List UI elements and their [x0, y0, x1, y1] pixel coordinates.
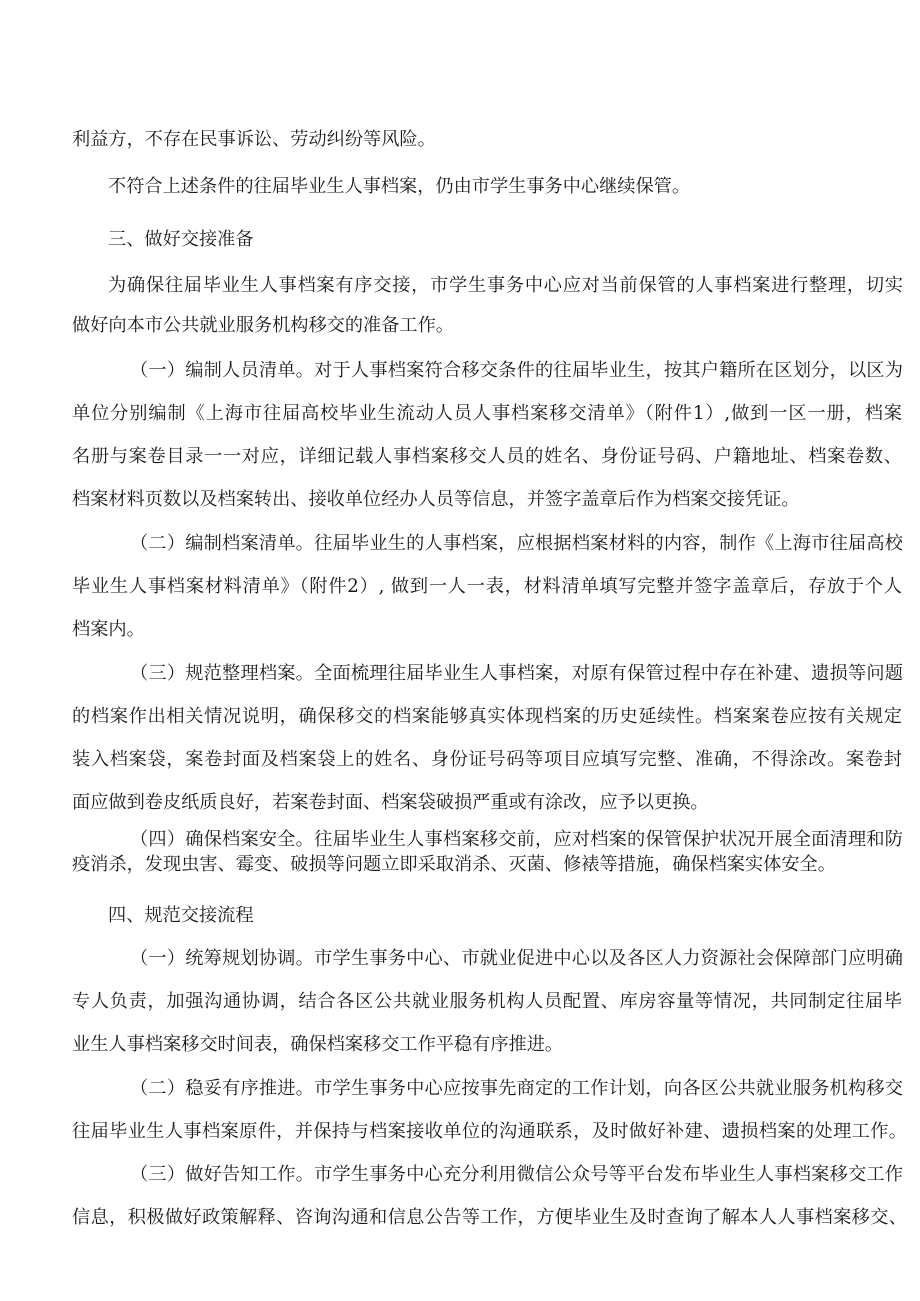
text-line: 装入档案袋，案卷封面及档案袋上的姓名、身份证号码等项目应填写完整、准确，不得涂改。案卷封	[72, 749, 902, 770]
text-line: 利益方，不存在民事诉讼、劳动纠纷等风险。	[72, 129, 436, 150]
text-line: 毕业生人事档案材料清单》（附件2）, 做到一人一表，材料清单填写完整并签字盖章后，存放于个人	[72, 576, 902, 597]
section-heading: 三、做好交接准备	[108, 229, 254, 250]
text-line: 单位分别编制《上海市往届高校毕业生流动人员人事档案移交清单》（附件1）,做到一区一册，档案	[72, 403, 902, 424]
text-line: 档案材料页数以及档案转出、接收单位经办人员等信息，并签字盖章后作为档案交接凭证。	[72, 489, 800, 510]
text-line: 往届毕业生人事档案原件，并保持与档案接收单位的沟通联系，及时做好补建、遗损档案的处理工作。	[72, 1121, 907, 1142]
text-line: 信息，积极做好政策解释、咨询沟通和信息公告等工作，方便毕业生及时查询了解本人人事档案移交、	[72, 1207, 907, 1228]
text-line: （一）统筹规划协调。市学生事务中心、市就业促进中心以及各区人力资源社会保障部门应明确	[130, 948, 903, 969]
text-line: 做好向本市公共就业服务机构移交的准备工作。	[72, 315, 454, 336]
text-line: （二）编制档案清单。往届毕业生的人事档案，应根据档案材料的内容，制作《上海市往届高校	[130, 533, 903, 554]
text-line: （一）编制人员清单。对于人事档案符合移交条件的往届毕业生，按其户籍所在区划分，以区为	[130, 360, 903, 381]
text-line: 业生人事档案移交时间表，确保档案移交工作平稳有序推进。	[72, 1034, 564, 1055]
text-line: （四）确保档案安全。往届毕业生人事档案移交前，应对档案的保管保护状况开展全面清理和防	[130, 829, 903, 850]
text-line: 的档案作出相关情况说明，确保移交的档案能够真实体现档案的历史延续性。档案案卷应按有关规定	[72, 706, 902, 727]
section-heading: 四、规范交接流程	[108, 905, 254, 926]
text-line: 疫消杀，发现虫害、霉变、破损等问题立即采取消杀、灭菌、修裱等措施，确保档案实体安全。	[72, 854, 836, 875]
text-line: 专人负责，加强沟通协调，结合各区公共就业服务机构人员配置、库房容量等情况，共同制定往届毕	[72, 991, 902, 1012]
text-line: 不符合上述条件的往届毕业生人事档案，仍由市学生事务中心继续保管。	[108, 176, 691, 197]
text-line: （二）稳妥有序推进。市学生事务中心应按事先商定的工作计划，向各区公共就业服务机构移交	[130, 1078, 903, 1099]
text-line: 名册与案卷目录一一对应，详细记载人事档案移交人员的姓名、身份证号码、户籍地址、档案卷数、	[72, 446, 902, 467]
text-line: 面应做到卷皮纸质良好，若案卷封面、档案袋破损严重或有涂改，应予以更换。	[72, 792, 709, 813]
text-line: 为确保往届毕业生人事档案有序交接，市学生事务中心应对当前保管的人事档案进行整理，切实	[108, 275, 903, 296]
text-line: （三）规范整理档案。全面梳理往届毕业生人事档案，对原有保管过程中存在补建、遗损等问题	[130, 663, 903, 684]
text-line: 档案内。	[72, 619, 145, 640]
text-line: （三）做好告知工作。市学生事务中心充分利用微信公众号等平台发布毕业生人事档案移交工作	[130, 1164, 903, 1185]
